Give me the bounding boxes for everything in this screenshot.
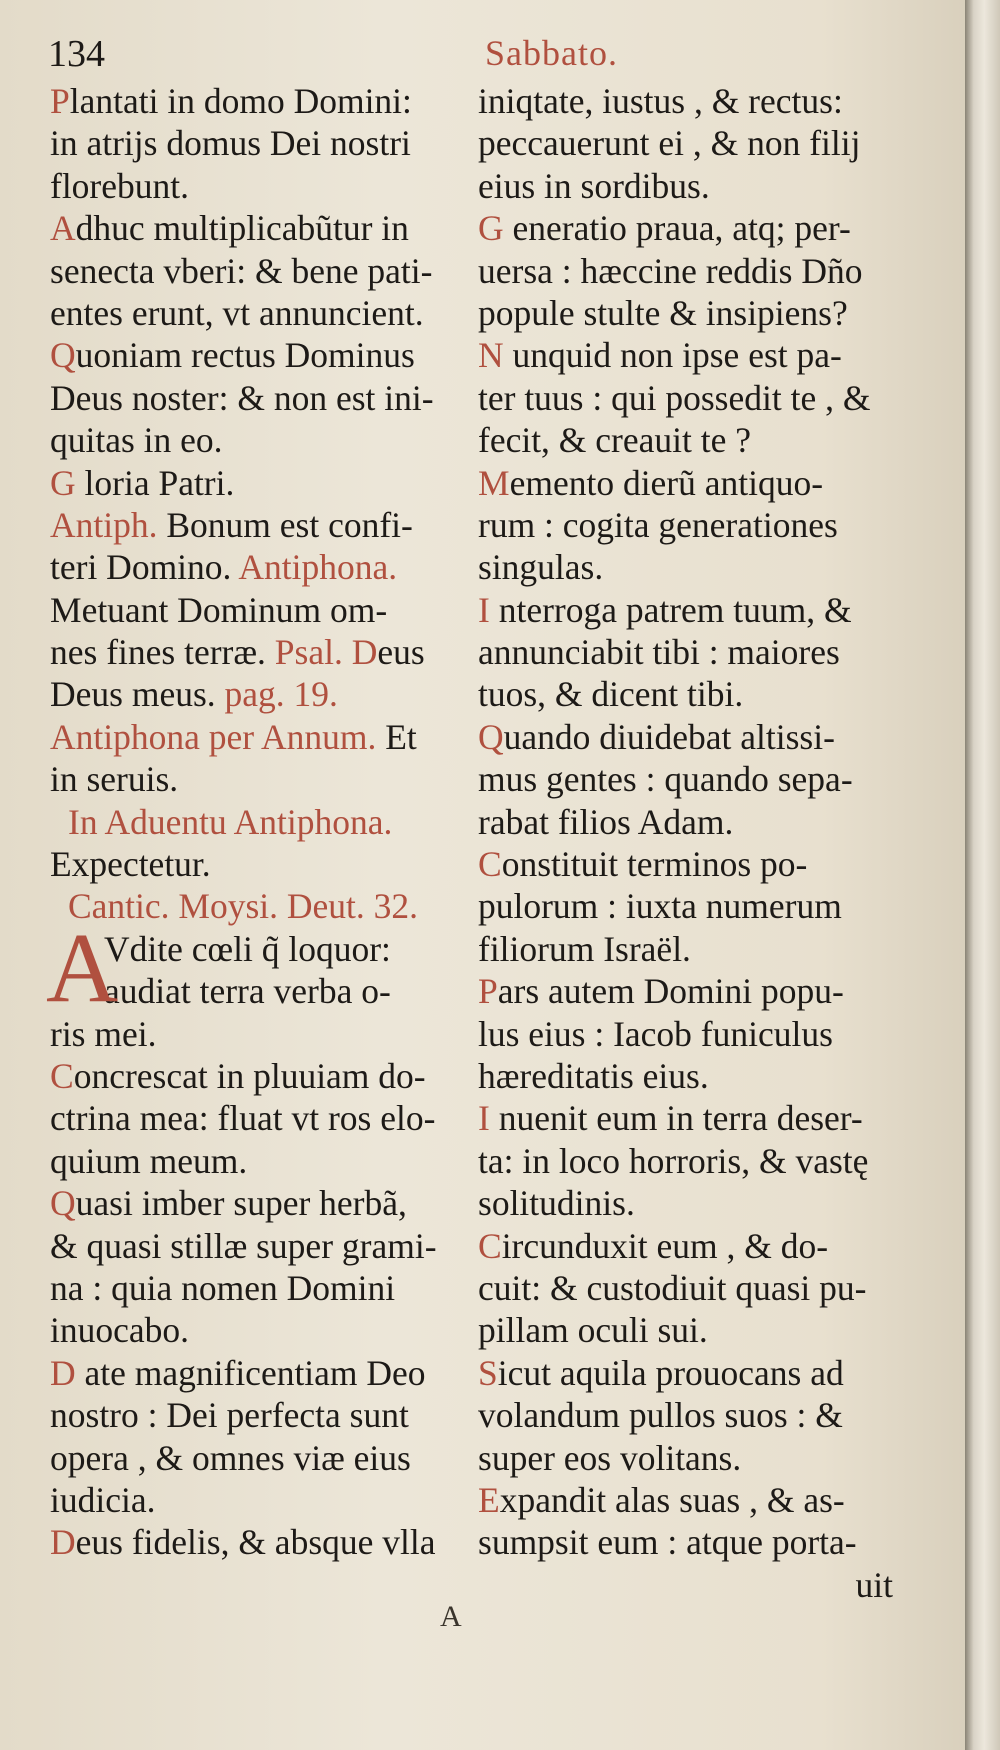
line-text: ctrina mea: fluat vt ros elo- <box>50 1098 436 1139</box>
line-text: pulorum : iuxta numerum <box>478 886 842 927</box>
line-text: rum : cogita generationes <box>478 504 838 545</box>
initial-letter: P <box>50 81 70 121</box>
initial-letter: G <box>478 208 504 249</box>
line-text: uit <box>855 1564 893 1605</box>
line-text: peccauerunt ei , & non filij <box>478 123 861 164</box>
text-line <box>50 207 465 249</box>
text-line <box>50 1097 465 1139</box>
line-text: nes fines terræ. <box>50 632 275 673</box>
line-text: nostro : Dei perfecta sunt <box>50 1395 409 1436</box>
text-line <box>50 589 465 631</box>
line-text: uersa : hæccine reddis Dño <box>478 250 863 291</box>
text-line <box>478 843 893 885</box>
running-head <box>40 28 940 78</box>
text-line <box>478 589 893 631</box>
text-line <box>50 1309 465 1351</box>
line-text: ris mei. <box>50 1013 157 1054</box>
line-text: ircunduxit eum , & do- <box>501 1225 829 1266</box>
line-text: Et <box>376 716 417 757</box>
initial-letter: I <box>478 1098 490 1139</box>
line-text: quium meum. <box>50 1140 248 1181</box>
line-text: inuocabo. <box>50 1310 190 1351</box>
initial-letter: Q <box>50 335 76 376</box>
line-text: entes erunt, vt annuncient. <box>50 292 424 333</box>
text-line <box>50 250 465 292</box>
text-line <box>478 80 893 122</box>
rubric: Antiph. <box>50 504 158 545</box>
text-line <box>478 1352 893 1394</box>
initial-letter: N <box>478 335 504 376</box>
line-text: volandum pullos suos : & <box>478 1395 843 1436</box>
line-text: xpandit alas suas , & as- <box>499 1479 845 1520</box>
text-line <box>478 758 893 800</box>
line-text: Deus meus. <box>50 674 225 715</box>
line-text: solitudinis. <box>478 1183 635 1224</box>
line-text: nuenit eum in terra deser- <box>489 1098 863 1139</box>
text-line <box>50 546 465 588</box>
line-text: icut aquila prouocans ad <box>497 1352 844 1393</box>
line-text: dhuc multiplicabũtur in <box>75 208 409 249</box>
rubric-heading: Cantic. Moysi. Deut. 32. <box>68 886 419 927</box>
initial-letter: P <box>478 971 498 1012</box>
line-text: oncrescat in pluuiam do- <box>73 1055 426 1096</box>
text-line <box>50 504 465 546</box>
line-text: senecta vberi: & bene pati- <box>50 250 433 291</box>
line-text: florebunt. <box>50 165 190 206</box>
rubric: Antiphona per Annum. <box>50 716 377 757</box>
text-line <box>50 80 465 122</box>
rubric: pag. 19. <box>224 674 338 715</box>
text-line <box>478 504 893 546</box>
line-text: mus gentes : quando sepa- <box>478 759 853 800</box>
line-text: popule stulte & insipiens? <box>478 292 848 333</box>
text-line <box>478 1521 893 1563</box>
line-text: uoniam rectus Dominus <box>75 335 415 376</box>
initial-letter: Q <box>50 1183 76 1224</box>
signature-mark: A <box>440 1600 462 1633</box>
right-text-column <box>478 80 893 1606</box>
line-text: in atrijs domus Dei nostri <box>50 123 411 164</box>
initial-letter: C <box>478 1225 502 1266</box>
line-text: Expectetur. <box>50 844 211 885</box>
text-line <box>50 165 465 207</box>
text-line <box>478 1097 893 1139</box>
text-line <box>50 1225 465 1267</box>
line-text: uasi imber super herbã, <box>75 1183 407 1224</box>
line-text: Bonum est confi- <box>157 504 413 545</box>
initial-letter: D <box>50 1352 76 1393</box>
text-line <box>50 631 465 673</box>
text-line <box>478 1140 893 1182</box>
line-text: & quasi stillæ super grami- <box>50 1225 437 1266</box>
text-line <box>50 1267 465 1309</box>
line-text: fecit, & creauit te ? <box>478 420 751 461</box>
initial-letter: E <box>478 1479 500 1520</box>
line-text: cuit: & custodiuit quasi pu- <box>478 1267 867 1308</box>
text-line <box>478 546 893 588</box>
text-line <box>478 377 893 419</box>
rubric: Antiphona. <box>238 547 398 588</box>
line-text: uando diuidebat altissi- <box>503 716 835 757</box>
text-line <box>478 165 893 207</box>
line-text: Metuant Dominum om- <box>50 589 388 630</box>
line-text: ars autem Domini popu- <box>497 971 844 1012</box>
text-line <box>478 1394 893 1436</box>
rubric: Psal. D <box>274 632 378 673</box>
text-line <box>478 122 893 164</box>
line-text: na : quia nomen Domini <box>50 1267 396 1308</box>
initial-letter: A <box>50 208 76 249</box>
text-line <box>478 970 893 1012</box>
text-line <box>478 1437 893 1479</box>
text-line <box>50 843 465 885</box>
text-line <box>50 716 465 758</box>
page-edge <box>965 0 1000 1750</box>
line-text: nterroga patrem tuum, & <box>489 589 852 630</box>
text-line <box>50 1437 465 1479</box>
initial-letter: G <box>50 462 76 503</box>
running-title: Sabbato. <box>485 33 618 73</box>
line-text: Deus noster: & non est ini- <box>50 377 434 418</box>
text-line <box>478 631 893 673</box>
left-text-column <box>46 80 465 1564</box>
text-line <box>50 334 465 376</box>
text-line <box>50 1055 465 1097</box>
line-text: hæreditatis eius. <box>478 1055 709 1096</box>
text-line <box>478 885 893 927</box>
text-line <box>478 1055 893 1097</box>
line-text: emento dierũ antiquo- <box>509 462 824 503</box>
initial-letter: Q <box>478 716 504 757</box>
text-line <box>478 250 893 292</box>
line-text: loria Patri. <box>75 462 235 503</box>
line-text: quitas in eo. <box>50 420 223 461</box>
text-line <box>478 292 893 334</box>
initial-letter: M <box>478 462 510 503</box>
text-line <box>50 122 465 164</box>
line-text: super eos volitans. <box>478 1437 742 1478</box>
text-line <box>50 1182 465 1224</box>
line-text: eus <box>377 632 425 673</box>
line-text: tuos, & dicent tibi. <box>478 674 744 715</box>
text-line <box>50 377 465 419</box>
rubric-heading: In Aduentu Antiphona. <box>68 801 393 842</box>
initial-letter: I <box>478 589 490 630</box>
text-line <box>478 334 893 376</box>
line-text: eius in sordibus. <box>478 165 710 206</box>
text-line <box>478 673 893 715</box>
text-line <box>478 1225 893 1267</box>
page-number: 134 <box>48 33 105 75</box>
initial-letter: C <box>478 844 502 885</box>
line-text: eneratio praua, atq; per- <box>503 208 851 249</box>
text-line <box>478 801 893 843</box>
line-text: unquid non ipse est pa- <box>503 335 842 376</box>
line-text: annunciabit tibi : maiores <box>478 632 840 673</box>
text-line <box>478 716 893 758</box>
line-text: sumpsit eum : atque porta- <box>478 1522 857 1563</box>
line-text: eus fidelis, & absque vlla <box>75 1522 436 1563</box>
line-text: pillam oculi sui. <box>478 1310 708 1351</box>
line-text: ta: in loco horroris, & vastę <box>478 1140 869 1181</box>
text-line <box>50 1140 465 1182</box>
line-text: iudicia. <box>50 1479 156 1520</box>
line-text: iniqtate, iustus , & rectus: <box>478 81 843 121</box>
line-text: filiorum Israël. <box>478 928 691 969</box>
text-line <box>478 1564 893 1606</box>
text-line <box>50 801 465 843</box>
text-line <box>50 462 465 504</box>
text-line <box>478 1309 893 1351</box>
line-text: teri Domino. <box>50 547 239 588</box>
text-line <box>478 1267 893 1309</box>
line-text: lantati in domo Domini: <box>69 81 412 121</box>
text-line <box>478 1013 893 1055</box>
text-line <box>50 292 465 334</box>
text-line <box>50 419 465 461</box>
text-line <box>478 207 893 249</box>
initial-letter: D <box>50 1522 76 1563</box>
line-text: rabat filios Adam. <box>478 801 734 842</box>
text-line <box>478 1479 893 1521</box>
line-text: Vdite cœli q̃ loquor: <box>104 928 391 969</box>
drop-cap: A <box>46 911 119 1023</box>
text-line <box>50 758 465 800</box>
text-line <box>478 462 893 504</box>
line-text: audiat terra verba o- <box>104 971 391 1012</box>
line-text: ter tuus : qui possedit te , & <box>478 377 871 418</box>
line-text: in seruis. <box>50 759 179 800</box>
text-line <box>478 928 893 970</box>
line-text: singulas. <box>478 547 604 588</box>
initial-letter: S <box>478 1352 498 1393</box>
text-line <box>50 1521 465 1563</box>
line-text: opera , & omnes viæ eius <box>50 1437 411 1478</box>
initial-letter: C <box>50 1055 74 1096</box>
text-line <box>478 419 893 461</box>
line-text: ate magnificentiam Deo <box>75 1352 426 1393</box>
text-line <box>50 1479 465 1521</box>
text-line <box>478 1182 893 1224</box>
line-text: onstituit terminos po- <box>501 844 808 885</box>
text-line <box>50 1394 465 1436</box>
text-line <box>50 673 465 715</box>
text-line <box>50 1352 465 1394</box>
line-text: lus eius : Iacob funiculus <box>478 1013 833 1054</box>
